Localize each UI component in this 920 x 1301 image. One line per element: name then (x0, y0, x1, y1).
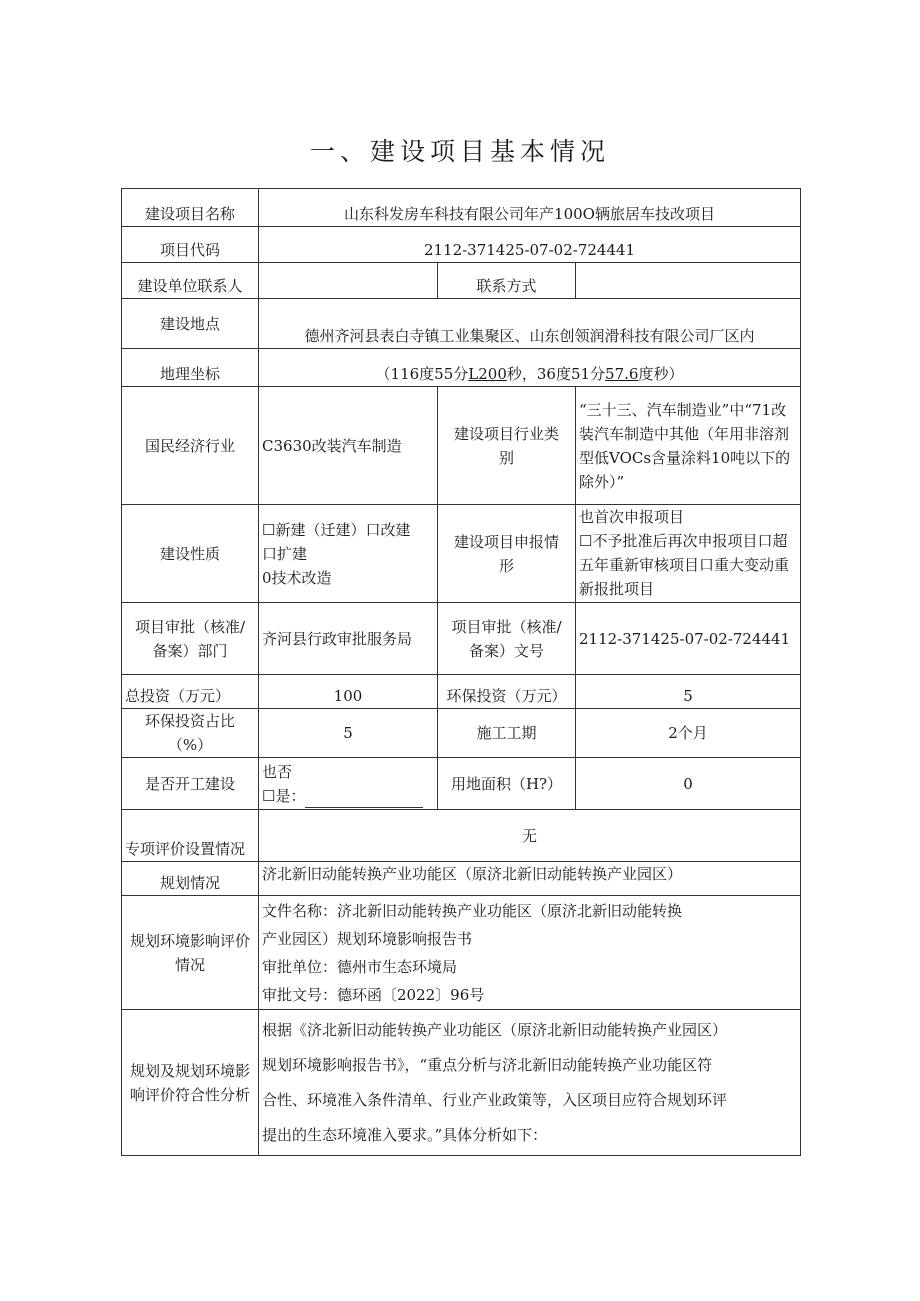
special-eval-value: 无 (259, 810, 801, 862)
coordinates-value (259, 349, 801, 387)
application-type-label-line1: 建设项目申报情 (453, 532, 559, 551)
contact-method-label: 联系方式 (438, 263, 576, 299)
coordinates-prefix: （116度55分 (375, 365, 469, 383)
industry-value: C3630改装汽车制造 (259, 387, 438, 505)
project-code-value: 2112-371425-07-02-724441 (259, 227, 801, 263)
conformity-label (122, 1010, 259, 1156)
row-coordinates (122, 349, 801, 387)
coordinates-mid: 秒，36度51分 (506, 365, 606, 383)
env-ratio-label-line1: 环保投资占比 (144, 712, 235, 730)
contact-method-value (576, 263, 801, 299)
approval-dept-value: 齐河县行政审批服务局 (259, 603, 438, 675)
coordinates-seconds-2: 57.6 (605, 365, 639, 383)
nature-option-tech: 0技术改造 (262, 568, 332, 587)
conformity-line1: 根据《济北新旧动能转换产业功能区（原济北新旧动能转换产业园区） (262, 1020, 728, 1039)
nature-label: 建设性质 (122, 505, 259, 603)
started-options (259, 758, 438, 810)
industry-category-value: “三十三、汽车制造业”中“71改装汽车制造中其他（年用非溶剂型低VOCs含量涂料10吨以下的除外）” (576, 387, 801, 505)
plan-eia-approval-no: 审批文号：德环函〔2022〕96号 (262, 985, 485, 1004)
row-contact (122, 263, 801, 299)
project-name-value: 山东科发房车科技有限公司年产100O辆旅居车技改项目 (259, 189, 801, 227)
row-industry (122, 387, 801, 505)
conformity-line3: 合性、环境准入条件清单、行业产业政策等，入区项目应符合规划环评 (262, 1090, 728, 1109)
nature-option-new: ☐新建（迁建）口改建 (262, 520, 411, 539)
land-area-value: 0 (576, 758, 801, 810)
env-ratio-label (122, 709, 259, 758)
project-info-table (121, 188, 801, 1156)
plan-eia-approver: 审批单位：德州市生态环境局 (262, 957, 458, 976)
industry-category-label-line2: 别 (498, 448, 514, 467)
row-plan-eia (122, 896, 801, 1010)
started-option-no: 也否 (262, 762, 293, 781)
approval-doc-label (438, 603, 576, 675)
conformity-text (259, 1010, 801, 1156)
approval-doc-label-line1: 项目审批（核准/ (451, 617, 562, 636)
coordinates-seconds-1: L200 (468, 365, 507, 383)
started-option-yes-label: ☐是： (262, 786, 306, 805)
construction-period-value: 2个月 (576, 709, 801, 758)
row-planning (122, 862, 801, 896)
env-investment-label: 环保投资（万元） (438, 675, 576, 709)
row-started (122, 758, 801, 810)
coordinates-label: 地理坐标 (122, 349, 259, 387)
row-nature (122, 505, 801, 603)
started-label: 是否开工建设 (122, 758, 259, 810)
env-investment-value: 5 (576, 675, 801, 709)
application-option-others: ☐不予批准后再次申报项目口超五年重新审核项目口重大变动重新报批项目 (579, 532, 790, 598)
contact-person-label: 建设单位联系人 (122, 263, 259, 299)
project-name-label: 建设项目名称 (122, 189, 259, 227)
row-ratio (122, 709, 801, 758)
row-investment (122, 675, 801, 709)
approval-doc-label-line2: 备案）文号 (468, 641, 544, 660)
row-conformity (122, 1010, 801, 1156)
planning-label: 规划情况 (122, 862, 259, 896)
approval-doc-value: 2112-371425-07-02-724441 (576, 603, 801, 675)
plan-eia-doc-name-cont: 产业园区）规划环境影响报告书 (262, 929, 473, 948)
special-eval-label: 专项评价设置情况 (122, 810, 259, 862)
conformity-label-line1: 规划及规划环境影 (129, 1061, 250, 1080)
conformity-line4: 提出的生态环境准入要求。”具体分析如下： (262, 1125, 548, 1144)
row-project-code (122, 227, 801, 263)
industry-category-label (438, 387, 576, 505)
planning-value: 济北新旧动能转换产业功能区（原济北新旧动能转换产业园区） (259, 862, 801, 896)
project-code-label: 项目代码 (122, 227, 259, 263)
plan-eia-label-line1: 规划环境影响评价 (129, 931, 250, 950)
plan-eia-label-line2: 情况 (174, 955, 205, 974)
contact-person-value (259, 263, 438, 299)
approval-dept-label-line1: 项目审批（核准/ (134, 617, 246, 636)
industry-category-label-line1: 建设项目行业类 (453, 424, 559, 443)
conformity-label-line2: 响评价符合性分析 (129, 1085, 250, 1104)
coordinates-suffix: 度秒） (638, 365, 684, 383)
plan-eia-details (259, 896, 801, 1010)
plan-eia-label (122, 896, 259, 1010)
started-option-yes (262, 784, 434, 808)
row-project-name (122, 189, 801, 227)
env-ratio-value: 5 (259, 709, 438, 758)
nature-option-expand: 口扩建 (262, 544, 308, 563)
approval-dept-label (122, 603, 259, 675)
application-option-first: 也首次申报项目 (579, 508, 685, 526)
row-location (122, 299, 801, 349)
conformity-line2: 规划环境影响报告书》，“重点分析与济北新旧动能转换产业功能区符 (262, 1055, 713, 1074)
construction-period-label: 施工工期 (438, 709, 576, 758)
plan-eia-doc-name: 文件名称：济北新旧动能转换产业功能区（原济北新旧动能转换 (262, 901, 683, 920)
page-title: 一、建设项目基本情况 (309, 137, 610, 166)
nature-options (259, 505, 438, 603)
application-type-label-line2: 形 (498, 556, 514, 575)
started-blank-line (305, 791, 423, 808)
location-label: 建设地点 (122, 299, 259, 349)
total-investment-label: 总投资（万元） (122, 675, 259, 709)
row-approval (122, 603, 801, 675)
application-type-options (576, 505, 801, 603)
location-value: 德州齐河县表白寺镇工业集聚区、山东创领润滑科技有限公司厂区内 (259, 299, 801, 349)
approval-dept-label-line2: 备案）部门 (152, 641, 228, 660)
industry-label: 国民经济行业 (122, 387, 259, 505)
total-investment-value: 100 (259, 675, 438, 709)
env-ratio-label-line2: （%） (167, 736, 213, 754)
row-special-eval (122, 810, 801, 862)
application-type-label (438, 505, 576, 603)
land-area-label: 用地面积（H?） (438, 758, 576, 810)
